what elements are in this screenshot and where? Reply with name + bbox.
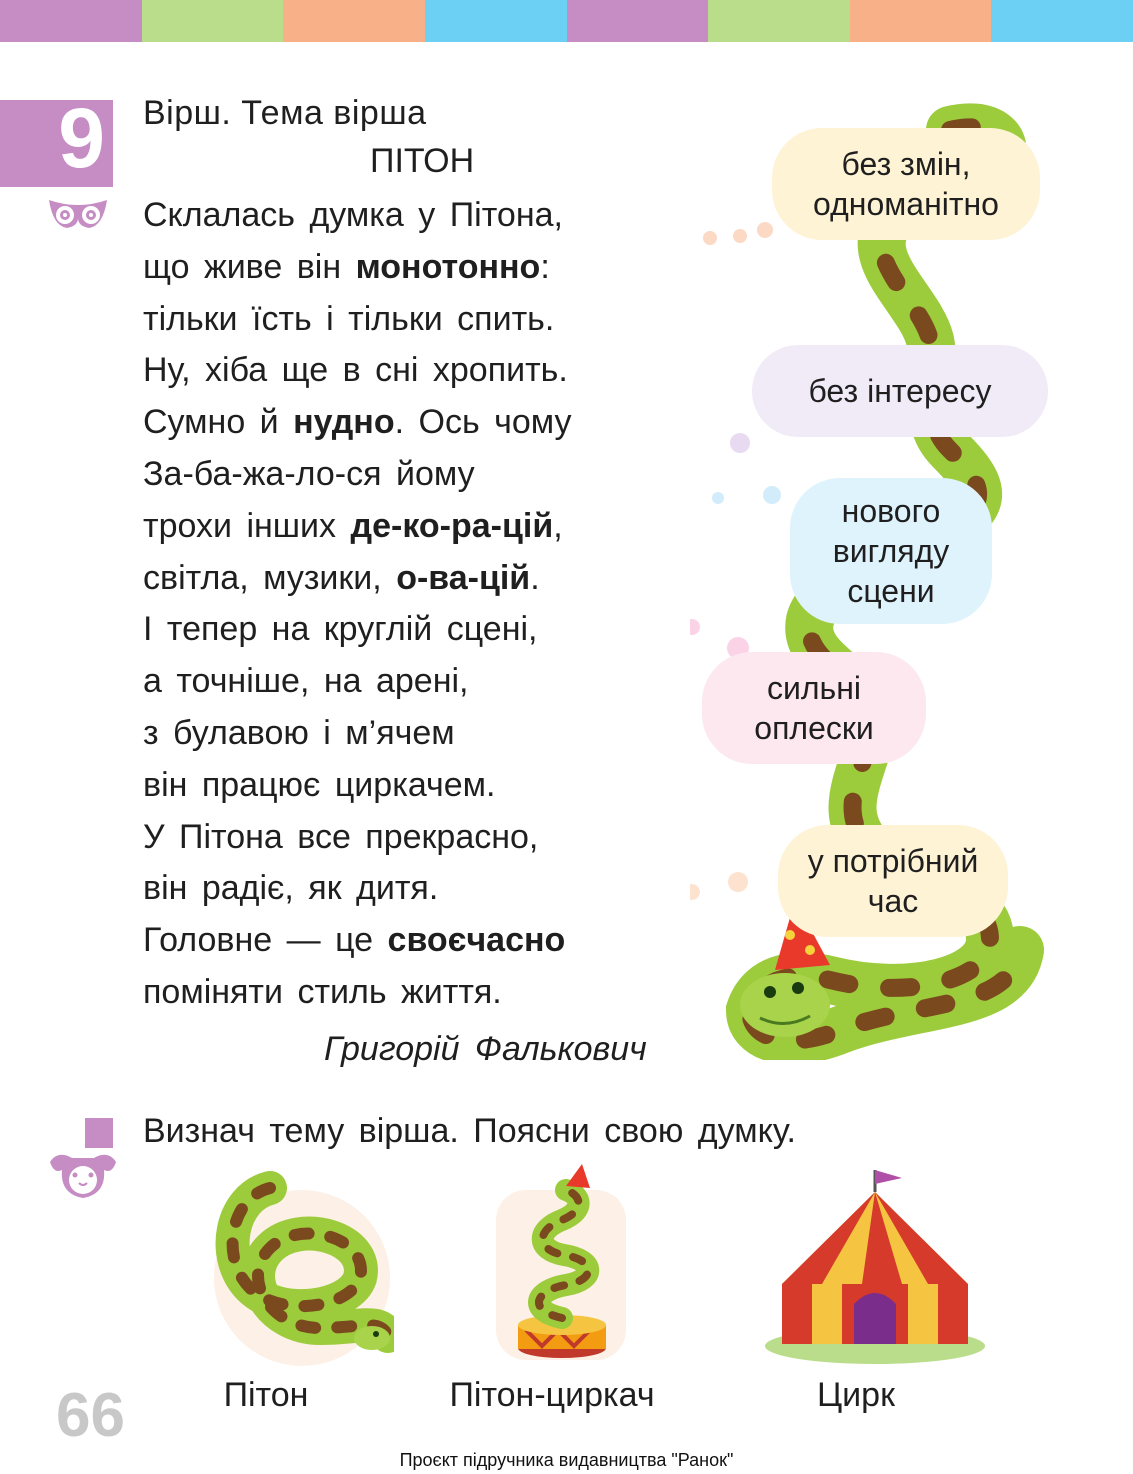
option-label-piton: Пітон <box>223 1376 309 1414</box>
poem-line <box>143 553 572 605</box>
footer-text: Проєкт підручника видавництва "Ранок" <box>399 1450 734 1470</box>
poem-text-segment: що живе він <box>143 247 356 286</box>
poem-line <box>143 863 572 915</box>
lesson-number: 9 <box>58 91 105 185</box>
poem-author: Григорій Фалькович <box>324 1030 647 1068</box>
poem-text-segment: У Пітона все прекрасно, <box>143 817 539 856</box>
poem-text-segment: , <box>553 506 563 545</box>
task-marker <box>85 1118 113 1148</box>
page-number: 66 <box>56 1381 125 1450</box>
top-bar-segment <box>567 0 709 42</box>
poem-text-segment: : <box>540 247 550 286</box>
cloud-nudno <box>752 345 1048 437</box>
poem-line <box>143 242 572 294</box>
poem-text-segment: він радіє, як дитя. <box>143 869 439 908</box>
poem-keyword: де-ко-ра-цій <box>350 506 554 545</box>
poem-line <box>143 760 572 812</box>
poem-keyword: нудно <box>293 403 395 442</box>
poem-line <box>143 397 572 449</box>
poem-text-segment: Сумно й <box>143 403 294 442</box>
poem-text-segment: . Ось чому <box>394 403 572 442</box>
cloud-svoiechasno-text: у потрібний час <box>807 843 979 919</box>
section-heading: Вірш. Тема вірша <box>143 94 427 132</box>
poem-text-segment: а точніше, на арені, <box>143 662 469 701</box>
poem-keyword: своєчасно <box>387 921 566 960</box>
task-instruction: Визнач тему вірша. Поясни свою думку. <box>143 1112 796 1150</box>
poem-line <box>143 294 572 346</box>
python-circus-image[interactable] <box>486 1160 638 1368</box>
poem-line <box>143 915 572 967</box>
poem-text-segment: Склалась думка у Пітона, <box>143 196 563 234</box>
poem-text-segment: І тепер на круглій сцені, <box>143 610 538 649</box>
option-label-tsyrk: Цирк <box>817 1376 895 1414</box>
poem-line <box>143 656 572 708</box>
cloud-monotonno <box>772 128 1040 240</box>
poem-line <box>143 345 572 397</box>
dog-icon <box>46 1148 120 1202</box>
top-bar-segment <box>991 0 1133 42</box>
poem-text-segment: Головне — це <box>143 921 388 960</box>
poem-line <box>143 449 572 501</box>
cloud-nudno-text: без інтересу <box>808 373 992 409</box>
poem-line <box>143 967 572 1019</box>
top-bar-segment <box>283 0 425 42</box>
top-color-bar <box>0 0 1133 42</box>
poem-text-segment: За-ба-жа-ло-ся йому <box>143 454 475 493</box>
poem-text-segment: . <box>530 558 540 597</box>
poem-line <box>143 812 572 864</box>
poem-line <box>143 708 572 760</box>
poem-keyword: монотонно <box>355 247 541 286</box>
poem-title: ПІТОН <box>370 142 475 180</box>
cloud-dekoratsii-text: нового вигляду сцени <box>832 493 950 609</box>
poem-text-segment: трохи інших <box>143 506 351 545</box>
cloud-ovatsii <box>702 652 926 764</box>
top-bar-segment <box>142 0 284 42</box>
poem-line <box>143 501 572 553</box>
poem-text-segment: з булавою і м’ячем <box>143 713 455 752</box>
lesson-number-box <box>0 91 113 187</box>
python-coiled-image[interactable] <box>210 1168 394 1368</box>
cloud-ovatsii-text: сильні оплески <box>754 670 874 746</box>
poem-line <box>143 190 572 242</box>
poem-text <box>143 190 572 1019</box>
cloud-monotonno-text: без змін, одноманітно <box>813 146 999 222</box>
cloud-dekoratsii <box>790 478 992 624</box>
owl-eyes-icon <box>45 196 111 232</box>
top-bar-segment <box>708 0 850 42</box>
circus-tent-image[interactable] <box>762 1164 988 1368</box>
cloud-svoiechasno <box>778 825 1008 937</box>
poem-line <box>143 604 572 656</box>
option-label-piton-tsyrkach: Пітон-циркач <box>449 1376 655 1414</box>
poem-text-segment: світла, музики, <box>143 558 397 597</box>
top-bar-segment <box>425 0 567 42</box>
poem-text-segment: він працює циркачем. <box>143 765 496 804</box>
poem-text-segment: поміняти стиль життя. <box>143 972 502 1011</box>
poem-keyword: о-ва-цій <box>396 558 531 597</box>
poem-text-segment: тільки їсть і тільки спить. <box>143 299 555 338</box>
top-bar-segment <box>850 0 992 42</box>
poem-text-segment: Ну, хіба ще в сні хропить. <box>143 351 568 390</box>
top-bar-segment <box>0 0 142 42</box>
